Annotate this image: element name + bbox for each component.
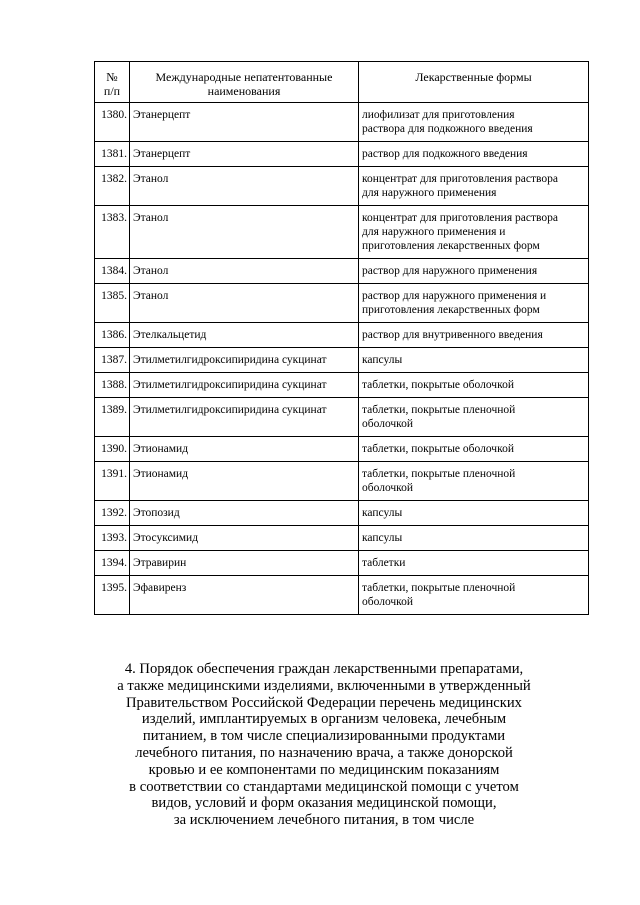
drug-name: Этанол (130, 167, 359, 206)
section-line: видов, условий и форм оказания медицинской помощи, (151, 795, 497, 812)
section-line: 4. Порядок обеспечения граждан лекарственными препаратами, (124, 661, 524, 677)
table-row (95, 398, 589, 437)
dosage-form (359, 206, 589, 259)
dosage-form (359, 167, 589, 206)
table-row (95, 206, 589, 259)
table-row (95, 373, 589, 398)
dosage-form-line: оболочкой (362, 596, 414, 608)
table-row (95, 323, 589, 348)
dosage-form-line: приготовления лекарственных форм (362, 304, 540, 316)
dosage-form (359, 323, 589, 348)
section-line: лечебного питания, по назначению врача, а также донорской (135, 744, 513, 761)
drug-name: Этравирин (130, 551, 359, 576)
dosage-form (359, 462, 589, 501)
dosage-form-line: таблетки, покрытые пленочной (362, 468, 516, 480)
dosage-form (359, 398, 589, 437)
drug-name: Этанол (130, 206, 359, 259)
dosage-form-line: таблетки, покрытые оболочкой (362, 379, 514, 391)
header-num-line: п/п (103, 84, 121, 98)
drug-name: Этилметилгидроксипиридина сукцинат (130, 398, 359, 437)
dosage-form (359, 526, 589, 551)
table-row (95, 576, 589, 615)
table-row (95, 526, 589, 551)
row-number: 1392. (95, 501, 130, 526)
drug-name: Этелкальцетид (130, 323, 359, 348)
dosage-form-line: раствор для наружного применения и (362, 290, 547, 302)
section-line: изделий, имплантируемых в организм человека, лечебным (141, 711, 507, 728)
row-number: 1387. (95, 348, 130, 373)
header-num (95, 62, 130, 103)
section-line: питанием, в том числе специализированными продуктами (142, 728, 506, 745)
dosage-form-line: раствора для подкожного введения (362, 123, 533, 135)
table-row (95, 103, 589, 142)
dosage-form-line: таблетки, покрытые пленочной (362, 404, 516, 416)
dosage-form (359, 259, 589, 284)
table-row (95, 167, 589, 206)
row-number: 1394. (95, 551, 130, 576)
dosage-form-line: капсулы (362, 507, 403, 519)
row-number: 1390. (95, 437, 130, 462)
dosage-form-line: для наружного применения (362, 187, 497, 199)
dosage-form-line: таблетки, покрытые пленочной (362, 582, 516, 594)
section-line: за исключением лечебного питания, в том числе (173, 812, 475, 829)
section-line: кровью и ее компонентами по медицинским показаниям (148, 761, 500, 778)
dosage-form-line: лиофилизат для приготовления (362, 109, 515, 121)
dosage-form (359, 142, 589, 167)
dosage-form (359, 373, 589, 398)
table-row (95, 501, 589, 526)
dosage-form (359, 284, 589, 323)
dosage-form (359, 103, 589, 142)
drug-name: Этионамид (130, 437, 359, 462)
dosage-form-line: раствор для наружного применения (362, 265, 538, 277)
table-row (95, 348, 589, 373)
drug-table (94, 61, 589, 615)
table-row (95, 462, 589, 501)
header-name-line: наименования (207, 84, 281, 98)
row-number: 1391. (95, 462, 130, 501)
header-form (359, 62, 589, 103)
row-number: 1381. (95, 142, 130, 167)
row-number: 1393. (95, 526, 130, 551)
dosage-form-line: таблетки, покрытые оболочкой (362, 443, 514, 455)
dosage-form-line: таблетки (362, 557, 406, 569)
drug-name: Этилметилгидроксипиридина сукцинат (130, 348, 359, 373)
dosage-form-line: оболочкой (362, 418, 414, 430)
dosage-form-line: для наружного применения и (362, 226, 506, 238)
header-form-line: Лекарственные формы (415, 70, 532, 84)
header-name-line: Международные непатентованные (155, 70, 333, 84)
table-row (95, 437, 589, 462)
drug-name: Этилметилгидроксипиридина сукцинат (130, 373, 359, 398)
drug-name: Этанерцепт (130, 103, 359, 142)
header-num-line: № (106, 70, 118, 84)
drug-name: Эфавиренз (130, 576, 359, 615)
drug-name: Этосуксимид (130, 526, 359, 551)
row-number: 1384. (95, 259, 130, 284)
row-number: 1395. (95, 576, 130, 615)
drug-name: Этанерцепт (130, 142, 359, 167)
table-body (95, 103, 589, 615)
dosage-form-line: раствор для подкожного введения (362, 148, 528, 160)
dosage-form (359, 348, 589, 373)
dosage-form (359, 576, 589, 615)
header-name (130, 62, 359, 103)
section-line: Правительством Российской Федерации перечень медицинских (126, 694, 522, 711)
table-header-row (95, 62, 589, 103)
dosage-form-line: капсулы (362, 354, 403, 366)
dosage-form-line: концентрат для приготовления раствора (362, 212, 558, 224)
row-number: 1388. (95, 373, 130, 398)
table-row (95, 259, 589, 284)
drug-name: Этанол (130, 284, 359, 323)
dosage-form (359, 501, 589, 526)
row-number: 1386. (95, 323, 130, 348)
row-number: 1383. (95, 206, 130, 259)
dosage-form (359, 551, 589, 576)
table-row (95, 284, 589, 323)
dosage-form-line: концентрат для приготовления раствора (362, 173, 558, 185)
section-heading (60, 661, 588, 829)
row-number: 1382. (95, 167, 130, 206)
drug-name: Этанол (130, 259, 359, 284)
section-line: в соответствии со стандартами медицинской помощи с учетом (129, 778, 519, 795)
section-line: а также медицинскими изделиями, включенными в утвержденный (117, 677, 531, 694)
dosage-form-line: раствор для внутривенного введения (362, 329, 543, 341)
row-number: 1385. (95, 284, 130, 323)
table-row (95, 551, 589, 576)
row-number: 1389. (95, 398, 130, 437)
drug-name: Этионамид (130, 462, 359, 501)
dosage-form-line: приготовления лекарственных форм (362, 240, 540, 252)
row-number: 1380. (95, 103, 130, 142)
dosage-form-line: капсулы (362, 532, 403, 544)
table-row (95, 142, 589, 167)
dosage-form (359, 437, 589, 462)
drug-name: Этопозид (130, 501, 359, 526)
dosage-form-line: оболочкой (362, 482, 414, 494)
